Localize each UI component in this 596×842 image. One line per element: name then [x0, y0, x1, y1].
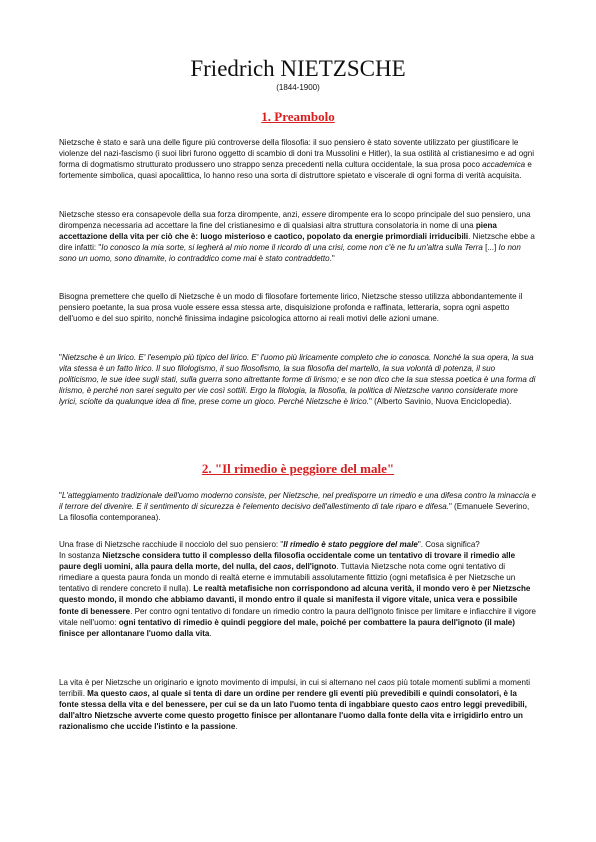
text: Bisogna premettere che quello di Nietzsche è un modo di filosofare fortemente lirico, Nietzsche stesso utilizza abbondantemente il pensiero poetante, la sua prosa vuole essere essa stessa arte, disquisizione profonda e raffinata, letteraria, sopra ogni aspetto dell'uomo e del suo spirito, nonché finissima indagine psicologica attorno ai reali motivi delle azioni umane.: [59, 292, 523, 324]
text-emphasis: essere: [301, 210, 327, 219]
text-strong: Le realtà metafisiche non corrispondono ad alcuna verità, il mondo vero è per Nietzsche questo mondo, il mondo che abbiamo davanti, il mondo entro il quale si manifesta il vigore vitale, unica vera e possibile fonte di benessere: [59, 584, 531, 616]
text-emphasis: caos: [377, 678, 395, 687]
life-dates: (1844-1900): [276, 83, 320, 92]
document-title: Friedrich NIETZSCHE: [190, 56, 406, 81]
text: In sostanza: [59, 551, 103, 561]
paragraph-7: [59, 677, 537, 732]
quote: Io non sono un uomo, sono dinamite, io contraddico come mai è stato contraddetto: [59, 243, 521, 264]
text: Nietzsche è stato e sarà una delle figure più controverse della filosofia: il suo pensiero è stato sovente utilizzato per giustificare le violenze del nazi-fascismo (i suoi libri furono oggetto di scambio di doni tra Mussolini e Hitler), la sua ostilità al cristianesimo e ad ogni forma di dogmatismo strutturato produssero uno strappo senza precedenti nella cultura occidentale, la sua prosa poco: [59, 138, 534, 170]
paragraph-1: [59, 137, 537, 181]
text: " (Alberto Savinio, Nuova Enciclopedia).: [368, 397, 512, 407]
paragraph-5-quote: [59, 490, 537, 523]
text: . Tuttavia Nietzsche nota come ogni tentativo di rimediare a questa paura fonda un mondo di realtà eterne e immutabili assolutamente fittizio (ogni metafisica è per Nietzsche un tentativo di rendere concreto il nulla).: [59, 562, 516, 594]
quote: Nietzsche è un lirico. E' l'esempio più tipico del lirico. E' l'uomo più liricamente completo che io conosca. Nonché la sua opera, la sua vita stessa è un fatto lirico. Il suo filologismo, il suo filosofismo, la sua filosofia del martello, la sua volontà di potenza, il suo politicismo, le sue idee sugli stati, sulla guerra sono altrettante forme di lirismo; e se non dico che la sua stessa poetica è una forma di lirismo, è perché non sarei seguito per vie così sottili. Ergo la filologia, la filosofia, la politica di Nietzsche vanno considerate more lyrici, sciolte da qualunque idea di fine, prese come un gioco. Perché Nietzsche è lirico.: [59, 353, 536, 407]
text: " (Emanuele Severino, La filosofia contemporanea).: [59, 502, 530, 523]
text-strong: piena accettazione della vita per ciò che è: luogo misterioso e caotico, popolato da energie primordiali irriducibili: [59, 221, 497, 242]
text-strong: , dell'ignoto: [291, 562, 337, 572]
text: ". Cosa significa?: [417, 540, 480, 549]
text-strong: Nietzsche considera tutto il complesso della filosofia occidentale come un tentativo di trovare il rimedio alle paure degli uomini, alla paura della morte, del nulla, del: [59, 551, 516, 572]
text-strong: ogni tentativo di rimedio è quindi peggiore del male, poiché per combattere la paura dell'ignoto (il male) finisce per allontanare l'uomo dalla vita: [59, 617, 515, 638]
paragraph-3: [59, 291, 537, 324]
paragraph-6: [59, 539, 537, 639]
text: più totale momenti sublimi a momenti terribili.: [59, 678, 530, 699]
text: Una frase di Nietzsche racchiude il nocciolo del suo pensiero: ": [59, 540, 284, 549]
text-strong-emphasis: Il rimedio è stato peggiore del male: [283, 540, 418, 549]
text-strong-emphasis: caos: [129, 689, 148, 699]
text: [...]: [482, 243, 499, 253]
text: ": [59, 491, 62, 500]
text-strong: , al quale si tenta di dare un ordine per rendere gli eventi più prevedibili e quindi consolatori, è la fonte stessa della vita e del benessere, per cui se da un lato l'uomo tenta di ingabbiare questo: [59, 689, 517, 710]
section-heading-rimedio: 2. "Il rimedio è peggiore del male": [201, 461, 395, 476]
text-strong: entro leggi prevedibili, dall'altro Nietzsche avverte come questo progetto finisce per allontanare l'uomo dalla fonte della vita e irrigidirlo entro un razionalismo che uccide l'istinto e la passione: [59, 700, 527, 732]
paragraph-4-quote: [59, 352, 537, 407]
text: Nietzsche stesso era consapevole della sua forza dirompente, anzi,: [59, 210, 302, 219]
text: .: [209, 628, 212, 638]
text-strong: Ma questo: [87, 689, 130, 699]
text: dirompente era lo scopo principale del suo pensiero, una dirompenza necessaria ad accettare la fine del cristianesimo e di qualsiasi altra struttura consolatoria in nome di una: [59, 210, 531, 231]
quote: L'atteggiamento tradizionale dell'uomo moderno consiste, per Nietzsche, nel predisporre un rimedio e una difesa contro la minaccia e il terrore del divenire. E il sentimento di sicurezza è l'elemento decisivo dell'allestimento di tale riparo e difesa.: [59, 491, 536, 512]
text-emphasis: accademica: [482, 160, 526, 170]
paragraph-2: [59, 209, 537, 264]
text-strong-emphasis: caos: [420, 700, 439, 710]
quote: Io conosco la mia sorte, si legherà al mio nome il ricordo di una crisi, come non c'è ne fu un'altra sulla Terra: [101, 243, 483, 253]
text: . Nietzsche ebbe a dire infatti: ": [59, 232, 535, 253]
section-heading-preambolo: 1. Preambolo: [261, 109, 335, 124]
text: La vita è per Nietzsche un originario e ignoto movimento di impulsi, in cui si alternano nel: [59, 678, 378, 687]
text: .: [235, 722, 238, 732]
text: e fortemente simbolica, quasi apocalittica, lo hanno reso una sorta di distruttore spietato e viscerale di ogni forma di verità acquisita.: [59, 160, 532, 181]
text: . Per contro ogni tentativo di fondare un rimedio contro la paura dell'ignoto finisce per limitare e infiacchire il vigore vitale nell'uomo:: [59, 606, 536, 627]
text-strong-emphasis: caos: [273, 562, 292, 572]
text: ": [59, 353, 62, 362]
text: .": [329, 254, 335, 264]
